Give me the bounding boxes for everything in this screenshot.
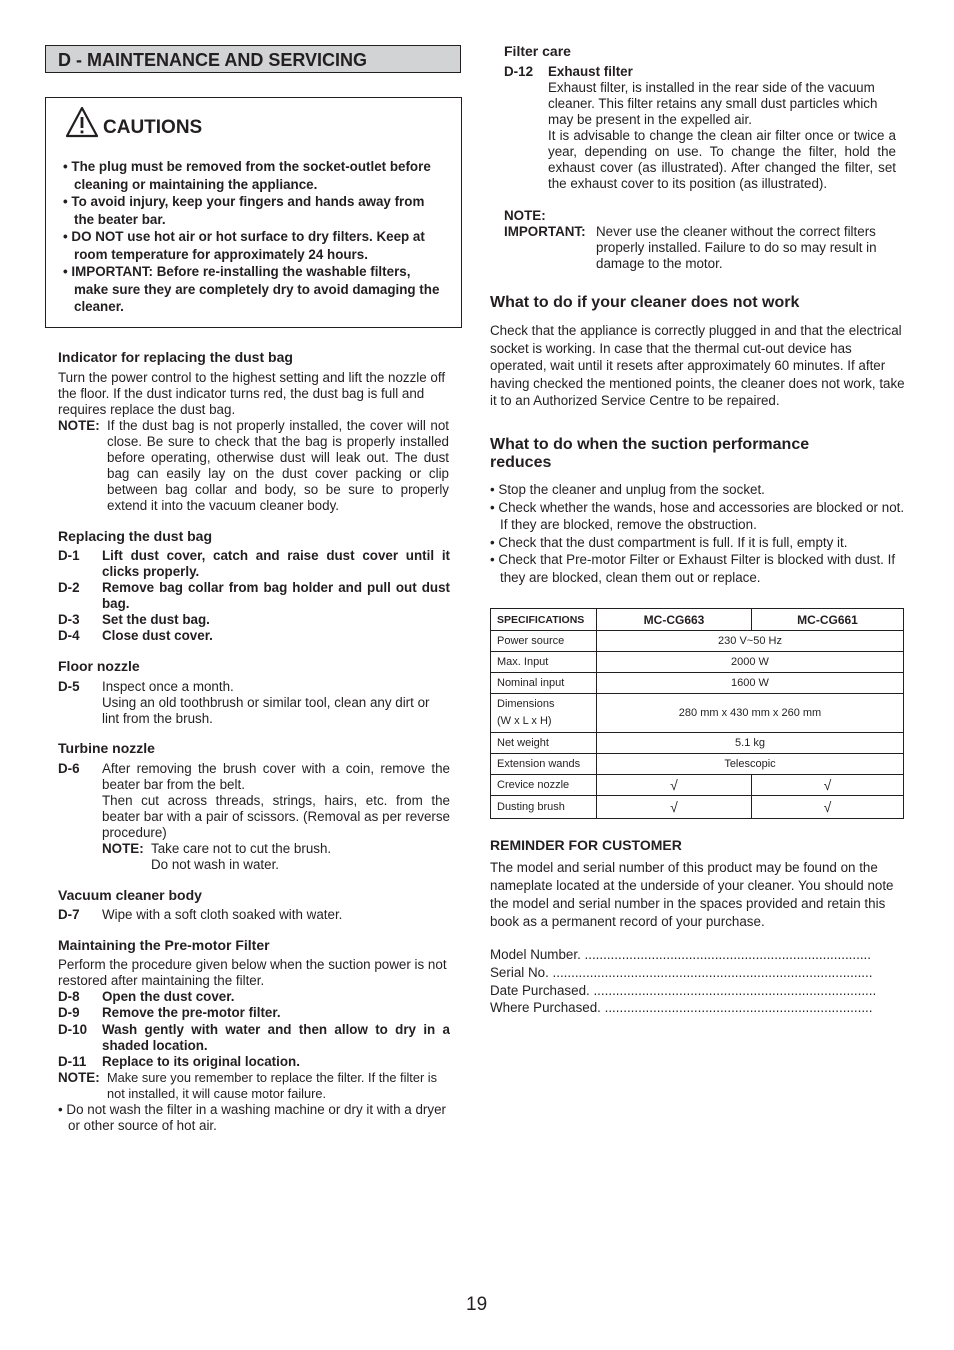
table-row	[491, 631, 904, 652]
filter-text: It is advisable to change the clean air filter once or twice a year, depending on use. To change the filter, hold the exhaust cover (as illustrated). After changed the filter, set the exhaust cover to its position (as illustrated).	[548, 128, 896, 191]
reminder-text: The model and serial number of this product may be found on the nameplate located at the underside of your cleaner. You should note the model and serial number in the spaces provided and retain this book as a permanent record of your purchase.	[490, 860, 894, 929]
step-text: Replace to its original location.	[102, 1054, 300, 1069]
not-work-text: Check that the appliance is correctly plugged in and that the electrical socket is working. In case that the thermal cut-out device has operated, wait until it resets after approximately 60 minutes. If after having checked the mentioned points, the cleaner does not work, take it to an Authorized Service Centre to be repaired.	[490, 323, 905, 409]
warning-icon	[65, 106, 99, 138]
spec-value: 280 mm x 430 mm x 260 mm	[597, 694, 904, 733]
table-header-cell: MC-CG661	[752, 609, 904, 631]
filter-text: Exhaust filter, is installed in the rear side of the vacuum cleaner. This filter retains any small dust particles which may be present in the expelled air.	[548, 80, 878, 127]
step-text: Remove bag collar from bag holder and pull out dust bag.	[102, 580, 450, 611]
table-row	[491, 733, 904, 754]
turbine-heading: Turbine nozzle	[58, 740, 155, 756]
suction-item: • Stop the cleaner and unplug from the socket.	[490, 482, 765, 497]
step-text: Inspect once a month.	[102, 679, 234, 694]
table-row	[491, 796, 904, 819]
filter-note-label: NOTE:	[504, 208, 546, 223]
spec-label-line: Dimensions	[497, 698, 555, 710]
step-number: D-1	[58, 548, 80, 563]
suction-heading: What to do when the suction performance reduces	[490, 436, 810, 471]
step-number: D-8	[58, 989, 80, 1004]
spec-label: Net weight	[491, 733, 597, 754]
table-row	[491, 652, 904, 673]
check-mark: √	[752, 775, 904, 796]
check-mark: √	[752, 796, 904, 819]
reminder-fields	[490, 946, 905, 1017]
premotor-note-label: NOTE:	[58, 1070, 100, 1085]
spec-value: 5.1 kg	[597, 733, 904, 754]
table-row	[491, 694, 904, 733]
cautions-box	[45, 97, 462, 328]
spec-label-line: (W x L x H)	[497, 715, 552, 727]
filter-subheading: Exhaust filter	[548, 64, 633, 79]
caution-item: • DO NOT use hot air or hot surface to dry filters. Keep at room temperature for approximately 24 hours.	[63, 229, 425, 262]
step-number: D-10	[58, 1022, 88, 1037]
caution-item: • The plug must be removed from the socket-outlet before cleaning or maintaining the appliance.	[63, 159, 431, 192]
page-number: 19	[466, 1294, 488, 1315]
suction-item: • Check that Pre-motor Filter or Exhaust Filter is blocked with dust. If they are blocked, clean them out or replace.	[490, 552, 896, 585]
filter-step-number: D-12	[504, 64, 534, 79]
turbine-text: Then cut across threads, strings, hairs, etc. from the beater bar with a pair of scissors. (Removal as per reverse procedure)	[102, 793, 450, 840]
suction-list	[490, 481, 910, 587]
spec-value: 230 V~50 Hz	[597, 631, 904, 652]
step-number: D-9	[58, 1005, 80, 1020]
date-purchased-field: Date Purchased. ............................................................................	[490, 982, 877, 998]
premotor-note-text: Make sure you remember to replace the filter. If the filter is not installed, it will cause motor failure.	[107, 1070, 438, 1101]
step-number: D-3	[58, 612, 80, 627]
check-mark: √	[597, 796, 752, 819]
suction-item: • Check that the dust compartment is full. If it is full, empty it.	[490, 534, 848, 550]
not-work-heading: What to do if your cleaner does not work	[490, 294, 800, 311]
section-header	[45, 45, 461, 73]
step-number: D-6	[58, 761, 80, 776]
turbine-note-line: Take care not to cut the brush.	[151, 841, 332, 856]
model-number-field: Model Number. .............................................................................	[490, 947, 871, 962]
step-text: Remove the pre-motor filter.	[102, 1005, 281, 1020]
turbine-note-line: Do not wash in water.	[151, 857, 280, 872]
filter-important-text: Never use the cleaner without the correct filters properly installed. Failure to do so may result in damage to the motor.	[596, 224, 877, 271]
spec-label: Crevice nozzle	[491, 775, 597, 796]
indicator-heading: Indicator for replacing the dust bag	[58, 349, 293, 365]
serial-number-field: Serial No. ......................................................................................	[490, 964, 873, 980]
step-number: D-4	[58, 628, 80, 643]
spec-value: Telescopic	[597, 754, 904, 775]
cautions-list	[63, 158, 448, 316]
spec-value: 2000 W	[597, 652, 904, 673]
step-number: D-11	[58, 1054, 87, 1069]
floor-heading: Floor nozzle	[58, 658, 140, 674]
step-text: Wipe with a soft cloth soaked with water.	[102, 907, 343, 922]
turbine-note-label: NOTE:	[102, 841, 144, 856]
table-header-row	[491, 609, 904, 631]
cautions-title: CAUTIONS	[103, 117, 203, 138]
indicator-note-text: If the dust bag is not properly installed, the cover will not close. Be sure to check that the bag is properly installed before operating, otherwise dust will leak out. The dust bag can easily lay on the dust cover packing or clip between bag collar and body, so be sure to properly extend it into the vacuum cleaner body.	[107, 418, 449, 513]
table-row	[491, 673, 904, 694]
premotor-heading: Maintaining the Pre-motor Filter	[58, 937, 270, 953]
table-header-cell: MC-CG663	[597, 609, 752, 631]
step-text: After removing the brush cover with a coin, remove the beater bar from the belt.	[102, 761, 450, 792]
where-purchased-field: Where Purchased. ........................................................................	[490, 1000, 873, 1016]
step-text: Set the dust bag.	[102, 612, 210, 627]
replacing-heading: Replacing the dust bag	[58, 528, 213, 544]
suction-item: • Check whether the wands, hose and accessories are blocked or not. If they are blocked, remove the obstruction.	[490, 499, 905, 533]
section-title: D - MAINTENANCE AND SERVICING	[58, 50, 368, 70]
step-text: Lift dust cover, catch and raise dust cover until it clicks properly.	[102, 548, 450, 579]
step-number: D-2	[58, 580, 80, 595]
step-number: D-5	[58, 679, 80, 694]
premotor-bullet	[58, 1102, 450, 1134]
check-mark: √	[597, 775, 752, 796]
specifications-table	[490, 608, 904, 819]
floor-text: Using an old toothbrush or similar tool, clean any dirt or lint from the brush.	[102, 695, 430, 726]
indicator-note-label: NOTE:	[58, 418, 100, 433]
step-text: Close dust cover.	[102, 628, 213, 643]
spec-value: 1600 W	[597, 673, 904, 694]
table-header-cell: SPECIFICATIONS	[491, 609, 597, 631]
premotor-bullet-item: • Do not wash the filter in a washing machine or dry it with a dryer or other source of hot air.	[58, 1102, 446, 1133]
reminder-heading: REMINDER FOR CUSTOMER	[490, 837, 682, 853]
caution-item: • To avoid injury, keep your fingers and hands away from the beater bar.	[63, 194, 425, 227]
filter-care-heading: Filter care	[504, 43, 571, 59]
premotor-text: Perform the procedure given below when the suction power is not restored after maintaining the filter.	[58, 957, 447, 988]
table-row	[491, 775, 904, 796]
spec-label: Dusting brush	[491, 796, 597, 819]
table-row	[491, 754, 904, 775]
step-text: Open the dust cover.	[102, 989, 235, 1004]
step-number: D-7	[58, 907, 80, 922]
spec-label: Max. Input	[491, 652, 597, 673]
spec-label: Nominal input	[491, 673, 597, 694]
filter-important-label: IMPORTANT:	[504, 224, 586, 239]
step-text: Wash gently with water and then allow to dry in a shaded location.	[102, 1022, 450, 1053]
body-heading: Vacuum cleaner body	[58, 887, 202, 903]
caution-item: • IMPORTANT: Before re-installing the washable filters, make sure they are completely dry to avoid damaging the cleaner.	[63, 264, 440, 314]
spec-label: Power source	[491, 631, 597, 652]
spec-label	[491, 694, 597, 733]
spec-label: Extension wands	[491, 754, 597, 775]
indicator-text: Turn the power control to the highest setting and lift the nozzle off the floor. If the dust indicator turns red, the dust bag is full and requires replace the dust bag.	[58, 370, 446, 417]
